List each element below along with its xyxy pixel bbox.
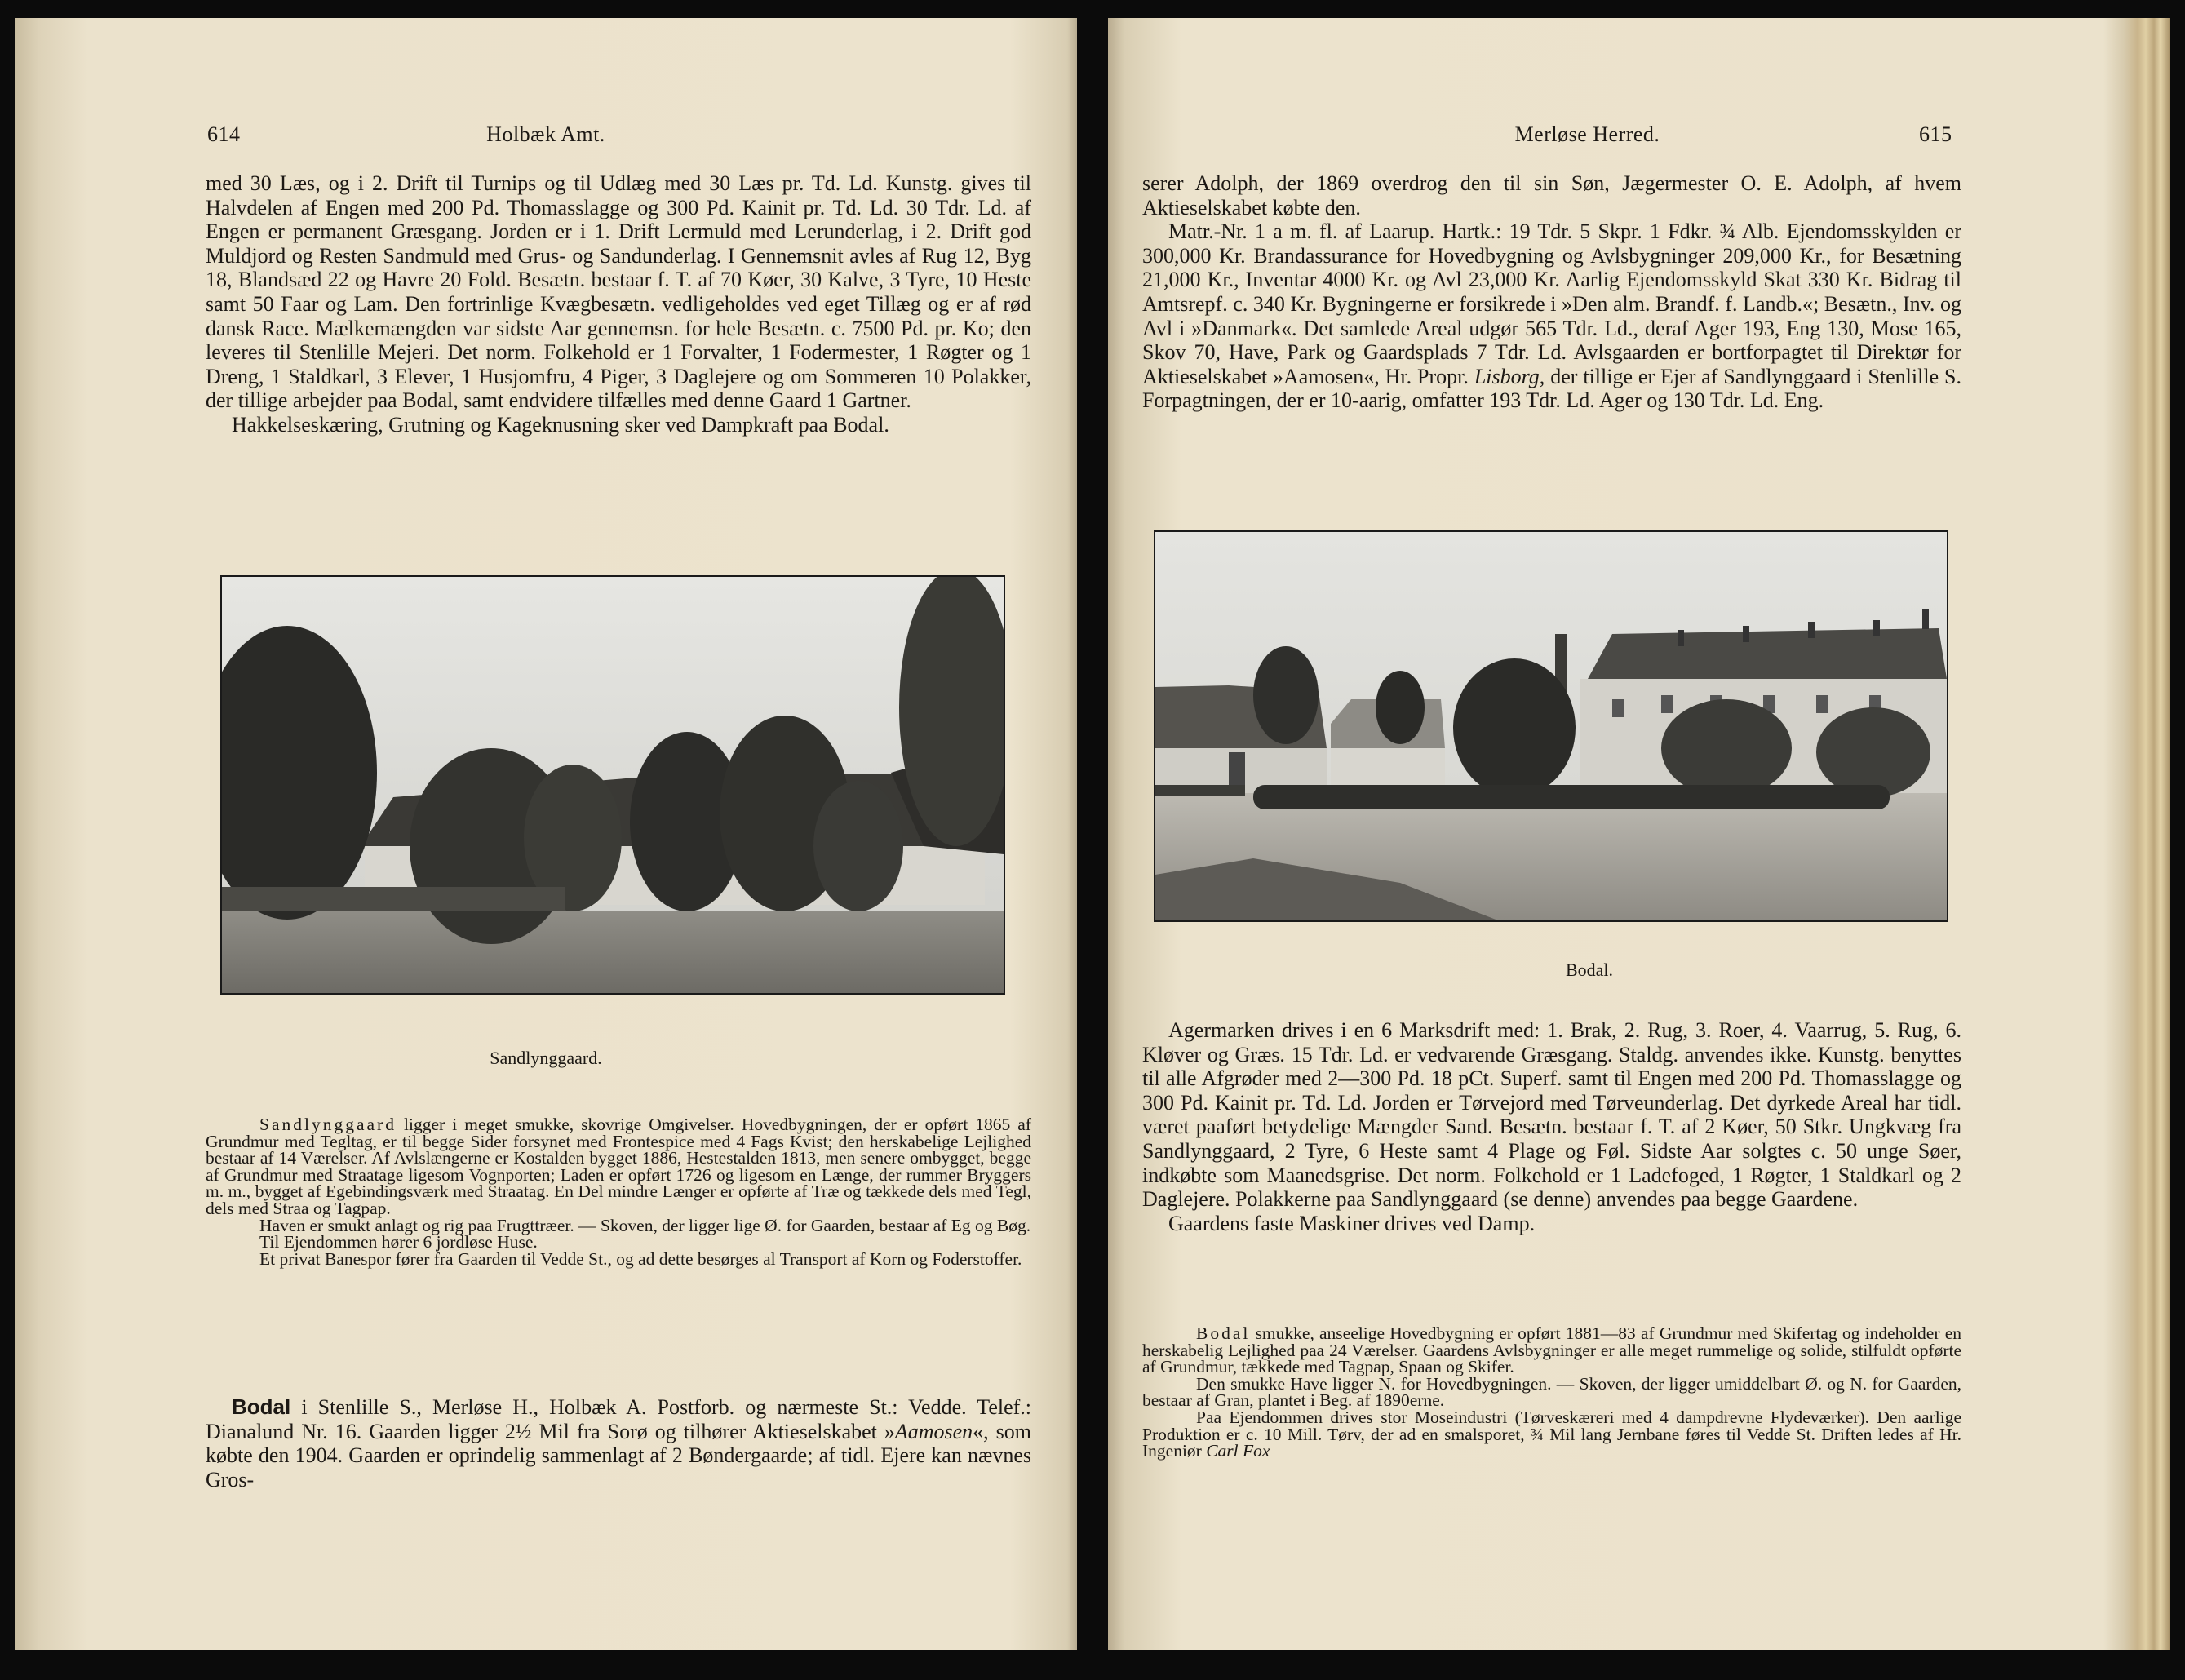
small-lead-bodal: Bodal [1196, 1323, 1251, 1343]
small-lead-sandlynggaard: Sandlynggaard [259, 1115, 397, 1134]
bodal-photo [1154, 530, 1948, 922]
bodal-entry-text-2: «, som købte den 1904. Gaarden er oprindelig sammenlagt af 2 Bøndergaarde; af tidl. Ejere kan nævnes Gros- [206, 1419, 1031, 1492]
small-paragraph-2: Haven er smukt anlagt og rig paa Frugttræer. — Skoven, der ligger lige Ø. for Gaarden, bestaar af Eg og Bøg. [259, 1215, 1031, 1235]
sandlynggaard-photo [220, 575, 1005, 995]
page-number-left: 614 [207, 122, 241, 146]
right-body-text-bottom [1142, 1018, 1961, 1235]
small-paragraph-4: Et privat Banespor fører fra Gaarden til Vedde St., og ad dette besørges al Transport af Korn og Foderstoffer. [259, 1248, 1022, 1269]
right-paragraph-4: Gaardens faste Maskiner drives ved Damp. [1168, 1211, 1536, 1235]
right-paragraph-2-name: Lisborg [1474, 364, 1540, 388]
running-head-left: Holbæk Amt. [486, 122, 605, 146]
left-page [15, 18, 1077, 1650]
right-paragraph-2a: Matr.-Nr. 1 a m. fl. af Laarup. Hartk.: 19 Tdr. 5 Skpr. 1 Fdkr. ¾ Alb. Ejendomsskylden er 300,000 Kr. Brandassurance for Hovedbygning og Avlsbygninger 209,000 Kr., for Besætning 21,000 Kr., Inventar 4000 Kr. og Avl 23,000 Kr. Aarlig Ejendomsskyld Skat 330 Kr. Bidrag til Amtsrepf. c. 340 Kr. Bygningerne er forsikrede i »Den alm. Brandf. f. Landb.«; Besætn., Inv. og Avl i »Danmark«. Det samlede Areal udgør 565 Tdr. Ld., deraf Ager 193, Eng 130, Mose 165, Skov 70, Have, Park og Gaardsplads 7 Tdr. Ld. Avlsgaarden er bortforpagtet til Direktør for Aktieselskabet »Aamosen«, Hr. Propr. [1142, 219, 1961, 388]
sandlynggaard-caption: Sandlynggaard. [490, 1048, 602, 1068]
right-paragraph-2b: , der tillige er Ejer af Sandlynggaard i Stenlille S. Forpagtningen, der er 10-aarig, omfatter 193 Tdr. Ld. Ager og 130 Tdr. Ld. Eng. [1142, 364, 1961, 413]
right-body-text-top [1142, 171, 1961, 413]
right-page [1108, 18, 2170, 1650]
left-body-text [206, 171, 1031, 437]
right-small-2: Den smukke Have ligger N. for Hovedbygningen. — Skoven, der ligger umiddelbart Ø. og N. for Gaarden, bestaar af Gran, plantet i Beg. af 1890erne. [1142, 1373, 1961, 1411]
right-small-3: Paa Ejendommen drives stor Moseindustri (Tørveskæreri med 4 dampdrevne Flydeværker). Den aarlige Produktion er c. 10 Mill. Tørv, der ad en smalsporet, ¾ Mil lang Jernbane føres til Vedde St. Driften ledes af Hr. Ingeniør [1142, 1407, 1961, 1461]
bodal-entry-text-1: i Stenlille S., Merløse H., Holbæk A. Postforb. og nærmeste St.: Vedde. Telef.: Dianalund Nr. 16. Gaarden ligger 2½ Mil fra Sorø og tilhører Aktieselskabet » [206, 1395, 1031, 1443]
bodal-entry [206, 1395, 1031, 1492]
right-small-3-name: Carl Fox [1206, 1441, 1270, 1461]
small-paragraph-3: Til Ejendommen hører 6 jordløse Huse. [259, 1232, 538, 1252]
left-paragraph-2: Hakkelseskæring, Grutning og Kageknusning sker ved Dampkraft paa Bodal. [232, 412, 889, 437]
bodal-entry-name: Aamosen [894, 1419, 973, 1443]
right-paragraph-3: Agermarken drives i en 6 Marksdrift med: 1. Brak, 2. Rug, 3. Roer, 4. Vaarrug, 5. Rug, 6. Kløver og Græs. 15 Tdr. Ld. er vedvarende Græsgang. Staldg. anvendes ikke. Kunstg. benyttes til alle Afgrøder med 2—300 Pd. 18 pCt. Superf. samt til Engen med 200 Pd. Thomasslagge og 300 Pd. Kainit pr. Td. Ld. Jorden er Tørvejord med Tørveunderlag. Det dyrkede Areal har tidl. været paaført betydelige Mængder Sand. Besætn. bestaar f. T. af 2 Køer, 50 Stkr. Ungkvæg fra Sandlynggaard, 2 Tyre, 6 Heste samt 4 Plage og Føl. Sidste Aar solgtes c. 50 unge Søer, indkøbte som Maanedsgrise. Det norm. Folkehold er 1 Ladefoged, 1 Røgter, 1 Staldkarl og 2 Daglejere. Polakkerne paa Sandlynggaard (se denne) anvendes paa begge Gaardene. [1142, 1018, 1961, 1212]
right-small-text [1142, 1325, 1961, 1460]
bodal-entry-title: Bodal [232, 1394, 291, 1419]
left-paragraph-1: med 30 Læs, og i 2. Drift til Turnips og til Udlæg med 30 Læs pr. Td. Ld. Kunstg. gives til Halvdelen af Engen med 200 Pd. Thomasslagge og 300 Pd. Kainit pr. Td. Ld. 30 Tdr. Ld. af Engen er permanent Græsgang. Jorden er i 1. Drift Lermuld med Lerunderlag, i 2. Drift god Muldjord og Resten Sandmuld med Grus- og Sandunderlag. I Gennemsnit avles af Rug 12, Byg 18, Blandsæd 22 og Havre 20 Fold. Besætn. bestaar f. T. af 70 Køer, 30 Kalve, 3 Tyre, 10 Heste samt 50 Faar og Lam. Den fortrinlige Kvægbesætn. vedligeholdes ved eget Tillæg og er af rød dansk Race. Mælkemængden var sidste Aar gennemsn. for hele Besætn. c. 7500 Pd. pr. Ko; den leveres til Stenlille Mejeri. Det norm. Folkehold er 1 Forvalter, 1 Fodermester, 1 Røgter og 1 Dreng, 1 Staldkarl, 3 Elever, 1 Husjomfru, 4 Piger, 3 Daglejere og om Sommeren 10 Polakker, der tillige arbejder paa Bodal, samt endvidere tilfælles med denne Gaard 1 Gartner. [206, 171, 1031, 413]
running-head-right: Merløse Herred. [1514, 122, 1660, 146]
left-small-text [206, 1116, 1031, 1267]
right-paragraph-1: serer Adolph, der 1869 overdrog den til sin Søn, Jægermester O. E. Adolph, af hvem Aktieselskabet købte den. [1142, 171, 1961, 219]
right-small-1: smukke, anseelige Hovedbygning er opført 1881—83 af Grundmur med Skifertag og indeholder en herskabelig Lejlighed paa 24 Værelser. Gaardens Avlsbygninger er alle meget rummelige og solide, stilfuldt opførte af Grundmur, tækkede med Tagpap, Spaan og Skifer. [1142, 1323, 1961, 1377]
small-paragraph-1: ligger i meget smukke, skovrige Omgivelser. Hovedbygningen, der er opført 1865 af Grundmur med Tegltag, er til begge Sider forsynet med Frontespice med 4 Fags Kvist; den herskabelige Lejlighed bestaar af 14 Værelser. Af Avlslængerne er Kostalden bygget 1886, Hestestalden 1813, men senere ombygget, begge af Grundmur med Straatage ligesom Vognporten; Laden er opført 1726 og ligesom en Længe, der rummer Bryggers m. m., bygget af Egebindingsværk med Straatag. En Del mindre Længer er opførte af Træ og tækkede dels med Tegl, dels med Straa og Tagpap. [206, 1115, 1031, 1218]
bodal-caption: Bodal. [1565, 960, 1614, 980]
page-number-right: 615 [1919, 122, 1952, 146]
